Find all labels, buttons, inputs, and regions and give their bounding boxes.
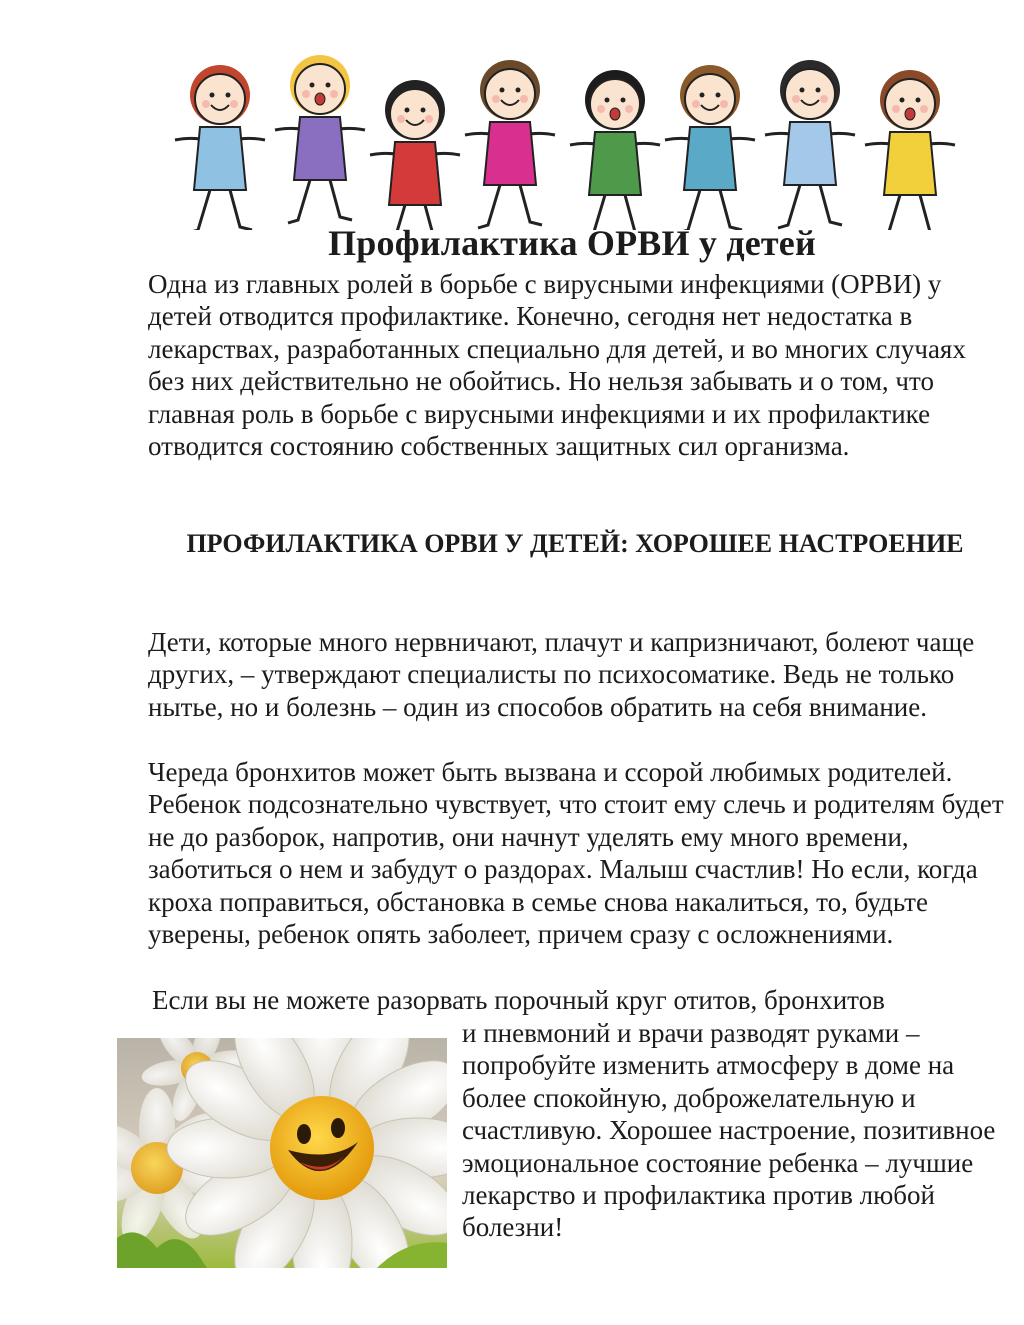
- intro-paragraph: Одна из главных ролей в борьбе с вирусными инфекциями (ОРВИ) у детей отводится профилактике. Конечно, сегодня нет недостатка в лекарствах, разработанных специально для детей, и во многих случаях без них действительно не обойтись. Но нельзя забывать и о том, что главная роль в борьбе с вирусными инфекциями и их профилактике отводится состоянию собственных защитных сил организма.: [148, 269, 966, 462]
- child-figure: [665, 65, 755, 230]
- child-figure: [765, 60, 855, 228]
- page-title: Профилактика ОРВИ у детей: [328, 223, 816, 263]
- child-figure: [865, 70, 955, 230]
- paragraph-bronchitis: Череда бронхитов может быть вызвана и ссорой любимых родителей. Ребенок подсознательно чувствует, что стоит ему слечь и родителям будет не до разборок, напротив, они начнут уделять ему много времени, заботиться о нем и забудут о раздорах. Малыш счастлив! Но если, когда кроха поправиться, обстановка в семье снова накалиться, то, будьте уверены, ребенок опять заболеет, причем сразу с осложнениями.: [148, 757, 1004, 950]
- section-heading: ПРОФИЛАКТИКА ОРВИ У ДЕТЕЙ: ХОРОШЕЕ НАСТРОЕНИЕ: [186, 529, 964, 558]
- paragraph-advice-first-line: Если вы не можете разорвать порочный круг отитов, бронхитов: [152, 985, 885, 1015]
- child-figure: [570, 70, 660, 230]
- child-figure: [275, 55, 365, 223]
- child-figure: [175, 65, 265, 230]
- children-banner: [160, 40, 990, 230]
- smiling-daisy-image: [117, 1038, 447, 1268]
- child-figure: [370, 80, 460, 230]
- paragraph-advice: и пневмоний и врачи разводят руками – попробуйте изменить атмосферу в доме на более спокойную, доброжелательную и счастливую. Хорошее настроение, позитивное эмоциональное состояние ребенка – лучшие лекарство и профилактика против любой болезни!: [462, 1018, 996, 1243]
- child-figure: [465, 60, 555, 228]
- paragraph-nervous-children: Дети, которые много нервничают, плачут и капризничают, болеют чаще других, – утверждают специалисты по психосоматике. Ведь не только нытье, но и болезнь – один из способов обратить на себя внимание.: [148, 627, 975, 722]
